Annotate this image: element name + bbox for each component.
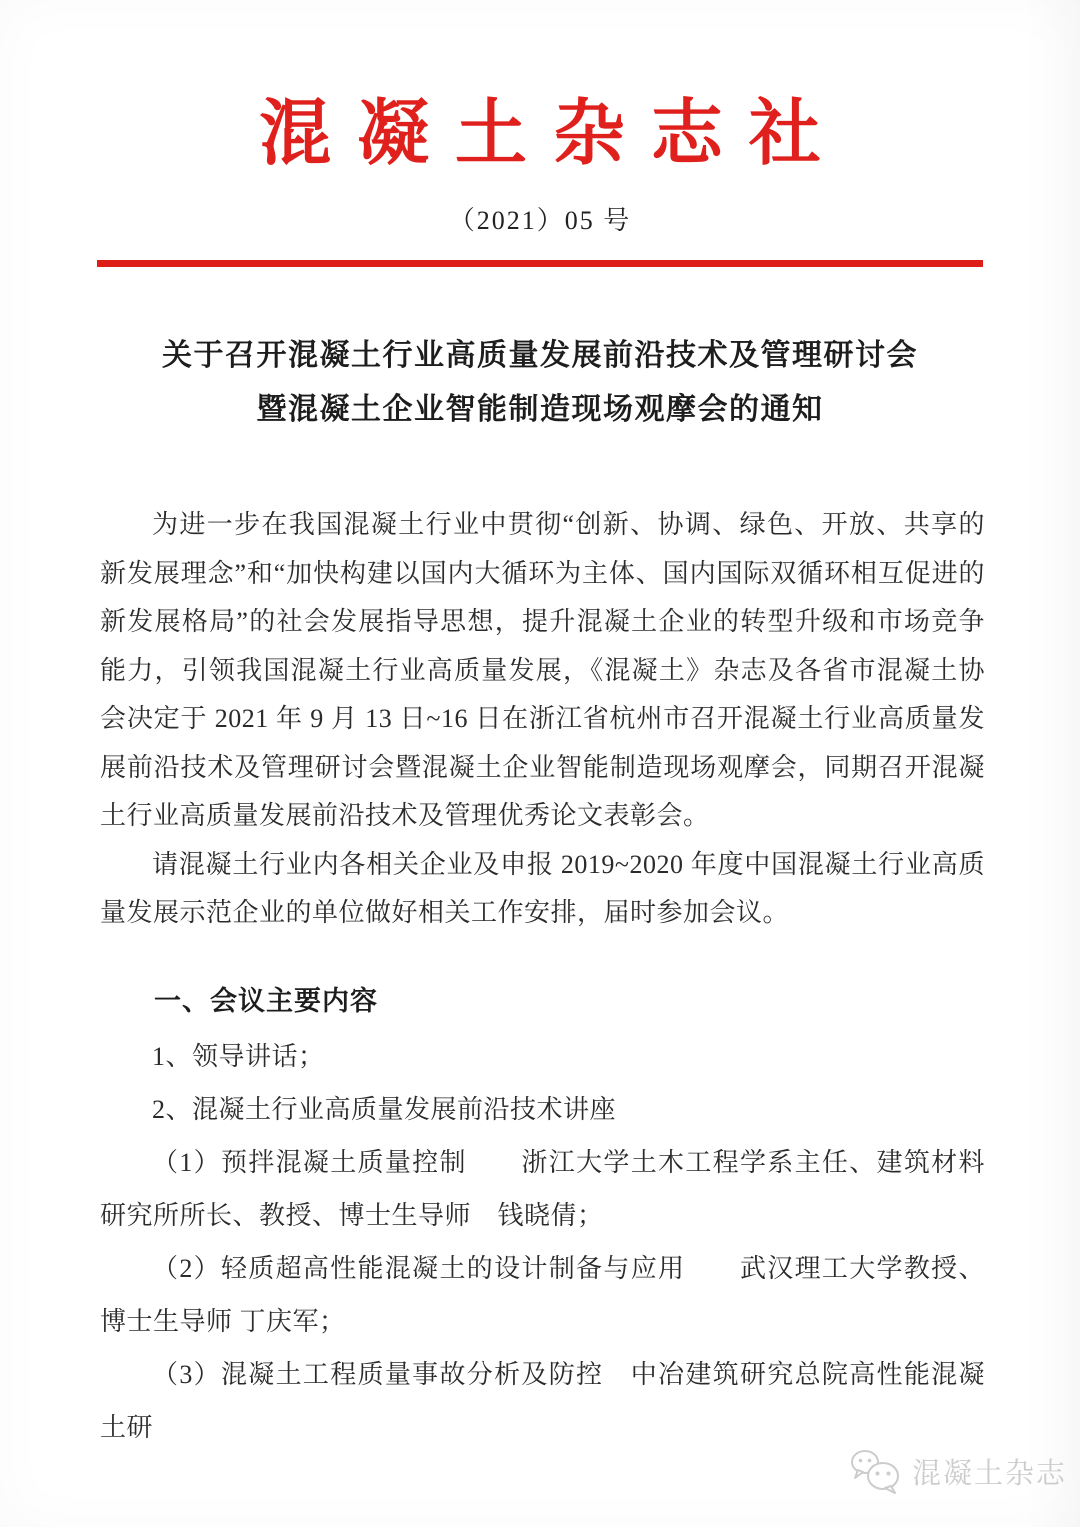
notice-title: [0, 329, 1080, 437]
watermark-label: 混凝土杂志: [912, 1457, 1068, 1490]
notice-title-line-1: 关于召开混凝土行业高质量发展前沿技术及管理研讨会: [162, 339, 918, 372]
list-item: 2、混凝土行业高质量发展前沿技术讲座: [152, 1094, 617, 1124]
list-item: （3）混凝土工程质量事故分析及防控 中冶建筑研究总院高性能混凝土研: [100, 1359, 985, 1442]
notice-body: [0, 501, 1080, 1454]
masthead-divider-rule: [97, 260, 983, 267]
wechat-icon: [850, 1448, 902, 1494]
paragraph-intro: 为进一步在我国混凝土行业中贯彻“创新、协调、绿色、开放、共享的新发展理念”和“加快构建以国内大循环为主体、国内国际双循环相互促进的新发展格局”的社会发展指导思想，提升混凝土企业的转型升级和市场竞争能力，引领我国混凝土行业高质量发展，《混凝土》杂志及各省市混凝土协会决定于 2021 年 9 月 13 日~16 日在浙江省杭州市召开混凝土行业高质量发展前沿技术及管理研讨会暨混凝土企业智能制造现场观摩会，同期召开混凝土行业高质量发展前沿技术及管理优秀论文表彰会。: [100, 510, 985, 830]
watermark: [850, 1448, 1067, 1494]
list-item: （2）轻质超高性能混凝土的设计制备与应用 武汉理工大学教授、博士生导师 丁庆军；: [100, 1253, 985, 1336]
paragraph-invitation: 请混凝土行业内各相关企业及申报 2019~2020 年度中国混凝土行业高质量发展示范企业的单位做好相关工作安排，届时参加会议。: [100, 849, 985, 927]
list-item: 1、领导讲话；: [152, 1041, 325, 1071]
list-item: （1）预拌混凝土质量控制 浙江大学土木工程学系主任、建筑材料研究所所长、教授、博士生导师 钱晓倩；: [100, 1147, 985, 1230]
doc-number: （2021）05 号: [448, 206, 632, 235]
section-heading-meeting-content: 一、会议主要内容: [154, 985, 378, 1016]
notice-title-line-2: 暨混凝土企业智能制造现场观摩会的通知: [256, 393, 824, 426]
masthead-org-name: 混凝土杂志社: [259, 94, 847, 174]
